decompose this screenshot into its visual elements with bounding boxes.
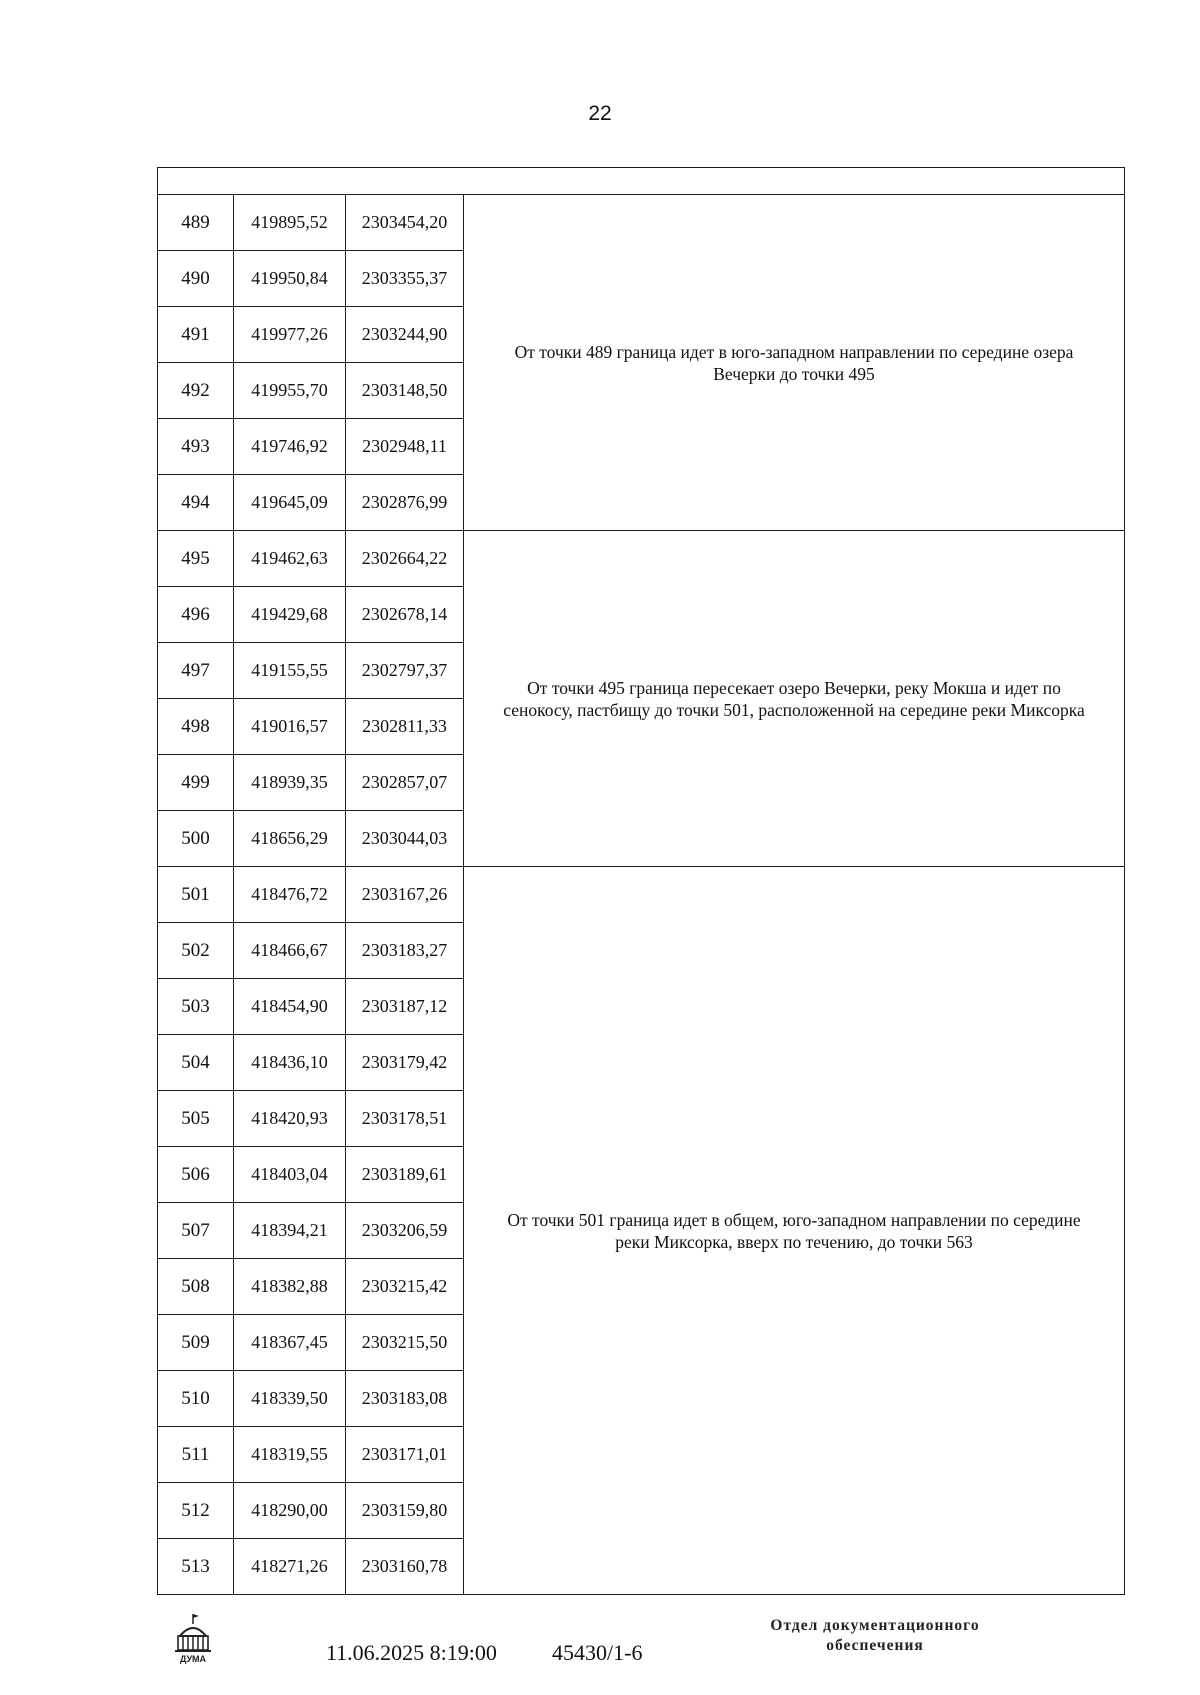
x-coordinate-cell: 418939,35 — [234, 755, 346, 811]
x-coordinate-cell: 418466,67 — [234, 923, 346, 979]
y-coordinate-cell: 2303044,03 — [346, 811, 464, 867]
table-row — [158, 195, 1125, 251]
point-number-cell: 506 — [158, 1147, 234, 1203]
point-number-cell: 499 — [158, 755, 234, 811]
x-coordinate-cell: 419895,52 — [234, 195, 346, 251]
x-coordinate-cell: 419955,70 — [234, 363, 346, 419]
point-number-cell: 510 — [158, 1371, 234, 1427]
coordinates-table — [157, 167, 1125, 1595]
point-number-cell: 511 — [158, 1427, 234, 1483]
y-coordinate-cell: 2303215,42 — [346, 1259, 464, 1315]
y-coordinate-cell: 2303206,59 — [346, 1203, 464, 1259]
logo-text: ДУМА — [179, 1654, 207, 1664]
table-row — [158, 531, 1125, 587]
x-coordinate-cell: 418290,00 — [234, 1483, 346, 1539]
x-coordinate-cell: 419645,09 — [234, 475, 346, 531]
point-number-cell: 503 — [158, 979, 234, 1035]
y-coordinate-cell: 2302876,99 — [346, 475, 464, 531]
table-top-gap — [158, 168, 1125, 195]
x-coordinate-cell: 419462,63 — [234, 531, 346, 587]
x-coordinate-cell: 419950,84 — [234, 251, 346, 307]
y-coordinate-cell: 2303187,12 — [346, 979, 464, 1035]
point-number-cell: 513 — [158, 1539, 234, 1595]
point-number-cell: 502 — [158, 923, 234, 979]
y-coordinate-cell: 2303215,50 — [346, 1315, 464, 1371]
x-coordinate-cell: 418436,10 — [234, 1035, 346, 1091]
y-coordinate-cell: 2303454,20 — [346, 195, 464, 251]
y-coordinate-cell: 2303355,37 — [346, 251, 464, 307]
point-number-cell: 494 — [158, 475, 234, 531]
x-coordinate-cell: 418339,50 — [234, 1371, 346, 1427]
point-number-cell: 512 — [158, 1483, 234, 1539]
point-number-cell: 509 — [158, 1315, 234, 1371]
y-coordinate-cell: 2302948,11 — [346, 419, 464, 475]
y-coordinate-cell: 2302797,37 — [346, 643, 464, 699]
point-number-cell: 491 — [158, 307, 234, 363]
y-coordinate-cell: 2303189,61 — [346, 1147, 464, 1203]
y-coordinate-cell: 2303148,50 — [346, 363, 464, 419]
duma-logo-icon — [172, 1612, 214, 1664]
department-stamp — [730, 1616, 1020, 1656]
x-coordinate-cell: 419746,92 — [234, 419, 346, 475]
x-coordinate-cell: 419016,57 — [234, 699, 346, 755]
point-number-cell: 501 — [158, 867, 234, 923]
x-coordinate-cell: 419977,26 — [234, 307, 346, 363]
y-coordinate-cell: 2302678,14 — [346, 587, 464, 643]
y-coordinate-cell: 2303178,51 — [346, 1091, 464, 1147]
point-number-cell: 505 — [158, 1091, 234, 1147]
y-coordinate-cell: 2302664,22 — [346, 531, 464, 587]
y-coordinate-cell: 2303183,08 — [346, 1371, 464, 1427]
point-number-cell: 500 — [158, 811, 234, 867]
stamp-line-2: обеспечения — [826, 1637, 924, 1654]
boundary-description-cell: От точки 501 граница идет в общем, юго-западном направлении по середине реки Миксорка, вверх по течению, до точки 563 — [464, 867, 1125, 1595]
page-number: 22 — [588, 102, 612, 125]
x-coordinate-cell: 418271,26 — [234, 1539, 346, 1595]
x-coordinate-cell: 419155,55 — [234, 643, 346, 699]
point-number-cell: 493 — [158, 419, 234, 475]
x-coordinate-cell: 418454,90 — [234, 979, 346, 1035]
point-number-cell: 508 — [158, 1259, 234, 1315]
point-number-cell: 495 — [158, 531, 234, 587]
point-number-cell: 496 — [158, 587, 234, 643]
x-coordinate-cell: 418367,45 — [234, 1315, 346, 1371]
y-coordinate-cell: 2303159,80 — [346, 1483, 464, 1539]
y-coordinate-cell: 2303160,78 — [346, 1539, 464, 1595]
y-coordinate-cell: 2302857,07 — [346, 755, 464, 811]
x-coordinate-cell: 418420,93 — [234, 1091, 346, 1147]
x-coordinate-cell: 418656,29 — [234, 811, 346, 867]
table-row — [158, 867, 1125, 923]
point-number-cell: 489 — [158, 195, 234, 251]
footer-date: 11.06.2025 8:19:00 — [326, 1640, 497, 1665]
x-coordinate-cell: 419429,68 — [234, 587, 346, 643]
y-coordinate-cell: 2303244,90 — [346, 307, 464, 363]
y-coordinate-cell: 2303183,27 — [346, 923, 464, 979]
boundary-description-cell: От точки 489 граница идет в юго-западном направлении по середине озера Вечерки до точки 495 — [464, 195, 1125, 531]
footer-document-code: 45430/1-6 — [552, 1640, 643, 1665]
x-coordinate-cell: 418394,21 — [234, 1203, 346, 1259]
point-number-cell: 504 — [158, 1035, 234, 1091]
y-coordinate-cell: 2303171,01 — [346, 1427, 464, 1483]
point-number-cell: 498 — [158, 699, 234, 755]
x-coordinate-cell: 418476,72 — [234, 867, 346, 923]
y-coordinate-cell: 2302811,33 — [346, 699, 464, 755]
y-coordinate-cell: 2303167,26 — [346, 867, 464, 923]
point-number-cell: 497 — [158, 643, 234, 699]
point-number-cell: 492 — [158, 363, 234, 419]
y-coordinate-cell: 2303179,42 — [346, 1035, 464, 1091]
point-number-cell: 507 — [158, 1203, 234, 1259]
x-coordinate-cell: 418382,88 — [234, 1259, 346, 1315]
x-coordinate-cell: 418319,55 — [234, 1427, 346, 1483]
stamp-line-1: Отдел документационного — [770, 1617, 980, 1634]
point-number-cell: 490 — [158, 251, 234, 307]
boundary-description-cell: От точки 495 граница пересекает озеро Вечерки, реку Мокша и идет по сенокосу, пастбищу до точки 501, расположенной на середине реки Миксорка — [464, 531, 1125, 867]
x-coordinate-cell: 418403,04 — [234, 1147, 346, 1203]
